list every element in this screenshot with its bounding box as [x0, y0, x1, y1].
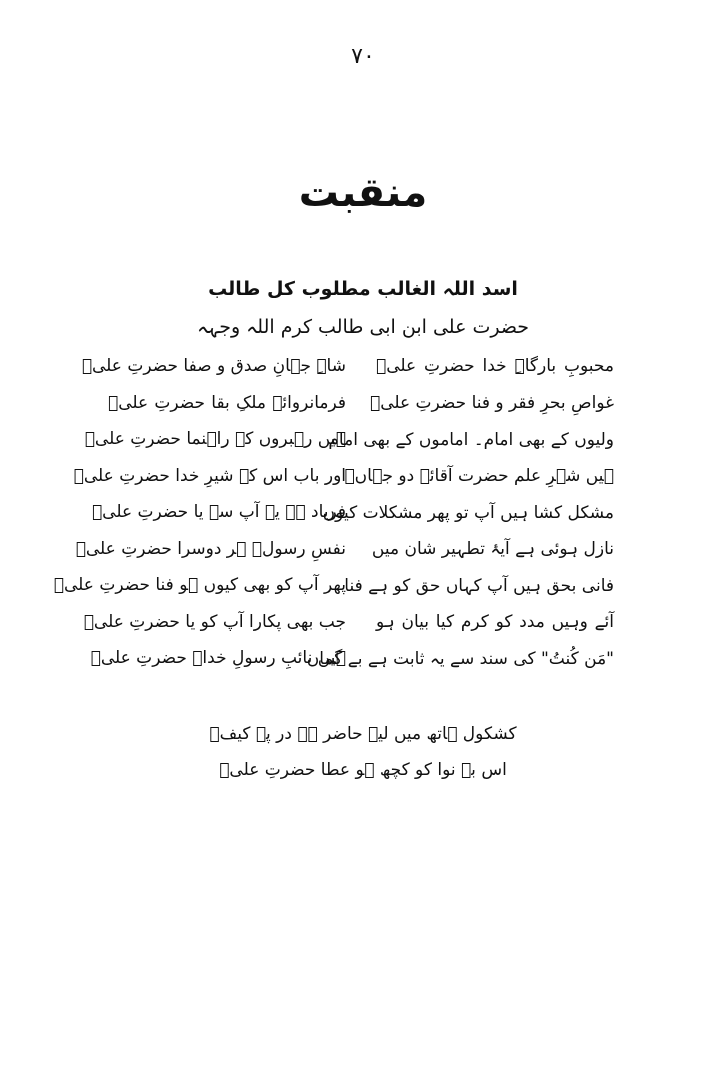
page-number: ۷۰	[351, 44, 375, 69]
subtitle-line-1: اسد اللہ الغالب مطلوب کل طالب	[208, 278, 518, 300]
first-hemistich: آئے وہیں مدد کو کرم کیا بیان ہو	[376, 612, 614, 633]
second-hemistich: ہیں رہبروں کے راہنما حضرتِ علیؑ	[84, 429, 346, 450]
couplet	[83, 604, 614, 641]
couplet	[81, 348, 614, 385]
couplet	[90, 640, 614, 677]
couplet	[73, 458, 614, 495]
first-hemistich: غواصِ بحرِ فقر و فنا حضرتِ علیؑ	[370, 392, 614, 413]
first-hemistich: نازل ہوئی ہے آیۂ تطہیر شان میں	[371, 539, 614, 560]
subtitle-line-2: حضرت علی ابن ابی طالب کرم اللہ وجہہ	[196, 316, 530, 338]
first-hemistich: مشکل کشا ہیں آپ تو پھر مشکلات کیوں	[322, 502, 614, 523]
second-hemistich: فرمانروائے ملکِ بقا حضرتِ علیؑ	[108, 392, 346, 413]
first-hemistich: ہیں شہرِ علم حضرت آقائے دو جہاںؐ	[344, 465, 614, 486]
closing-line-2: اس بے نوا کو کچھ ہو عطا حضرتِ علیؑ	[219, 760, 507, 780]
first-hemistich: فانی بحق ہیں آپ کہاں حق کو ہے فنا	[344, 575, 614, 596]
second-hemistich: فریاد ہے یہ آپ سے یا حضرتِ علیؑ	[91, 502, 346, 523]
couplet	[91, 494, 614, 531]
second-hemistich: نفسِ رسولؐ ہر دوسرا حضرتِ علیؑ	[75, 538, 346, 559]
couplet-list	[53, 348, 614, 677]
page-title: منقبت	[298, 170, 428, 216]
second-hemistich: جب بھی پکارا آپ کو یا حضرتِ علیؑ	[83, 611, 346, 632]
couplet	[75, 531, 614, 568]
first-hemistich: محبوبِ بارگاہِ خدا حضرتِ علیؑ	[376, 356, 614, 377]
second-hemistich: اور باب اس کے شیرِ خدا حضرتِ علیؑ	[73, 465, 346, 486]
couplet	[84, 421, 614, 458]
second-hemistich: ہیں نائبِ رسولِ خداؐ حضرتِ علیؑ	[90, 648, 346, 669]
second-hemistich: شاہِ جہانِ صدق و صفا حضرتِ علیؑ	[81, 356, 346, 377]
first-hemistich: "مَن کُنتُ" کی سند سے یہ ثابت ہے بے گماں	[306, 648, 614, 669]
first-hemistich: ولیوں کے بھی امام۔ اماموں کے بھی امام	[328, 429, 614, 450]
couplet	[53, 567, 614, 604]
second-hemistich: پھر آپ کو بھی کیوں ہو فنا حضرتِ علیؑ	[53, 575, 346, 596]
couplet	[108, 385, 614, 422]
closing-line-1: کشکول ہاتھ میں لیے حاضر ہے در پہ کیفؔ	[209, 724, 517, 744]
